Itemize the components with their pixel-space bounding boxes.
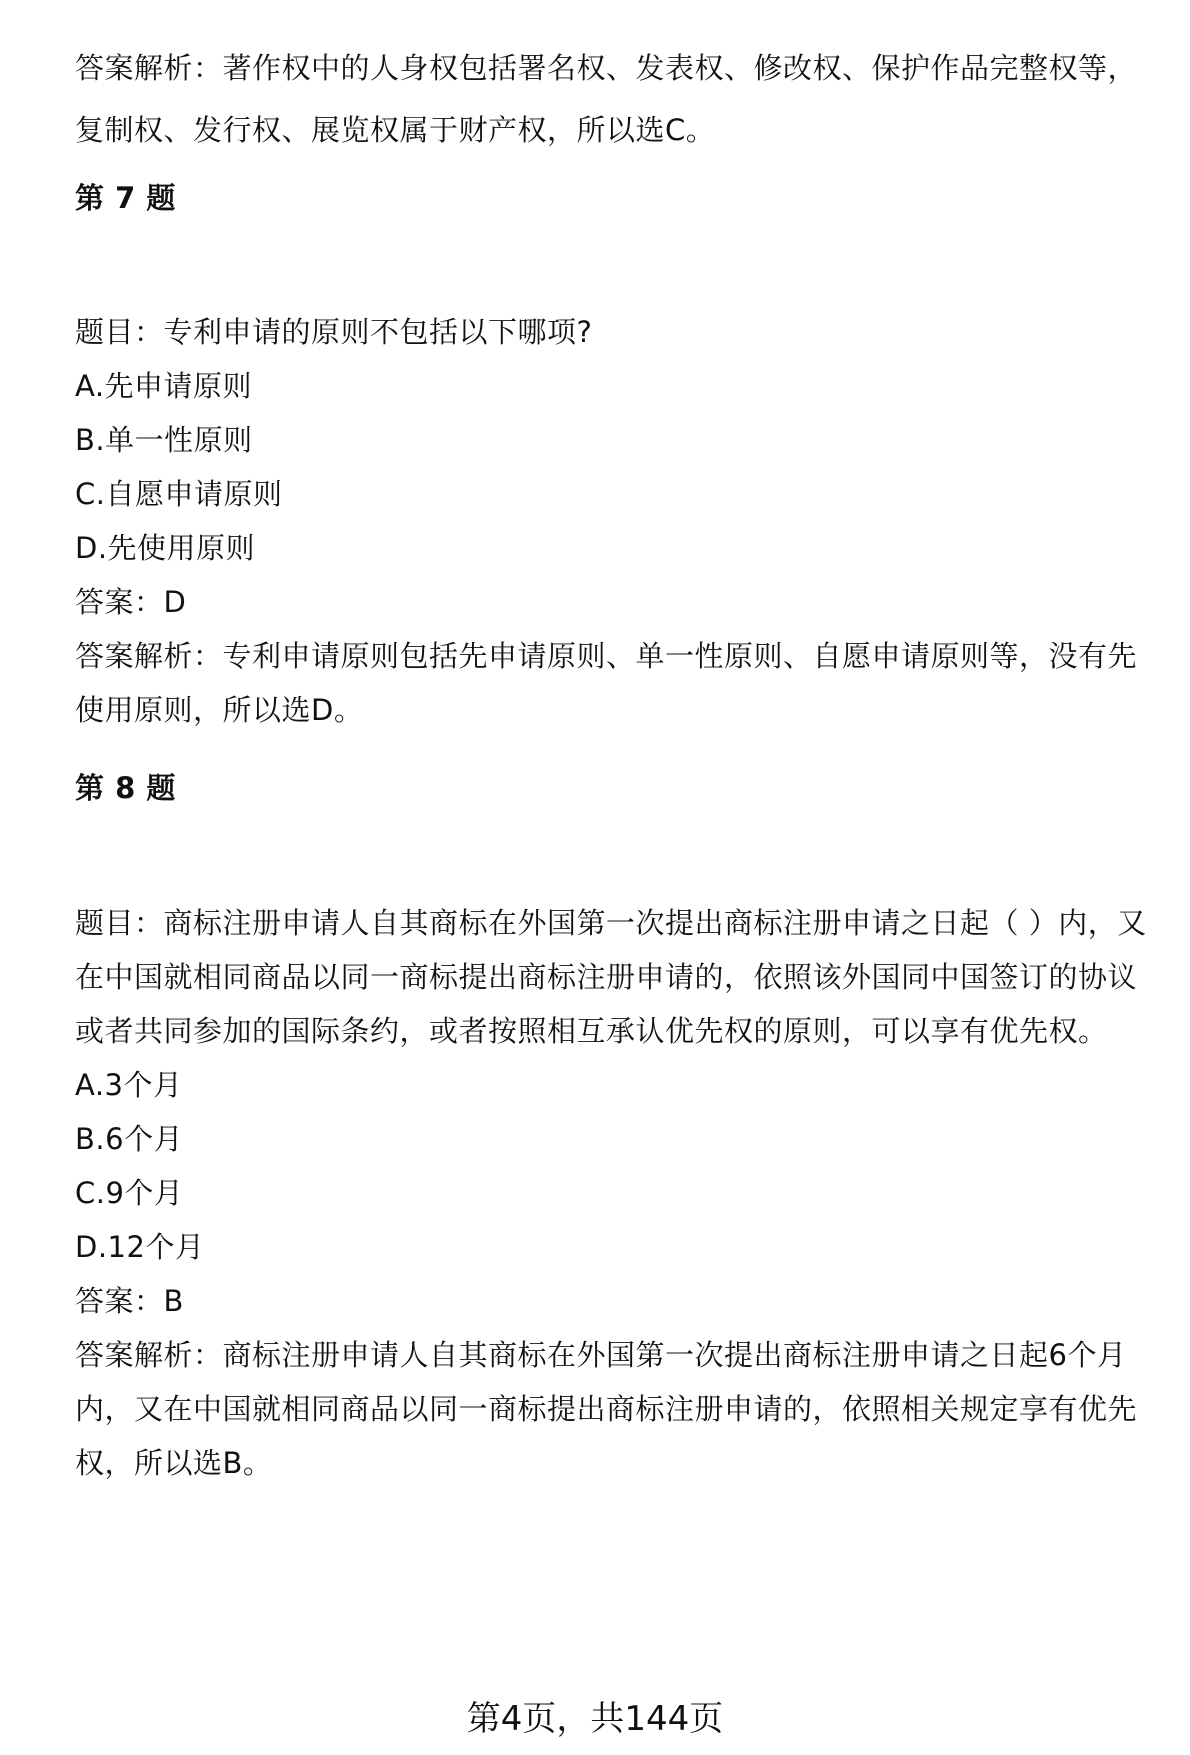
question-7-explanation-line-2: 使用原则，所以选D。 <box>75 693 364 727</box>
question-7-text: 题目：专利申请的原则不包括以下哪项? <box>75 315 593 349</box>
question-8-answer: 答案：B <box>75 1284 184 1318</box>
question-8-explanation-line-2: 内，又在中国就相同商品以同一商标提出商标注册申请的，依照相关规定享有优先 <box>75 1392 1138 1426</box>
question-8-option-d: D.12个月 <box>75 1230 205 1264</box>
question-8-explanation-line-3: 权，所以选B。 <box>75 1446 273 1480</box>
question-8-option-a: A.3个月 <box>75 1068 183 1102</box>
question-8-text-line-2: 在中国就相同商品以同一商标提出商标注册申请的，依照该外国同中国签订的协议 <box>75 960 1138 994</box>
question-8-option-b: B.6个月 <box>75 1122 184 1156</box>
question-8-heading: 第 8 题 <box>75 771 176 805</box>
question-7-explanation-line-1: 答案解析：专利申请原则包括先申请原则、单一性原则、自愿申请原则等，没有先 <box>75 639 1138 673</box>
question-8-explanation-line-1: 答案解析：商标注册申请人自其商标在外国第一次提出商标注册申请之日起6个月 <box>75 1338 1127 1372</box>
prev-explanation-line-2: 复制权、发行权、展览权属于财产权，所以选C。 <box>75 113 716 147</box>
question-8-text-line-1: 题目：商标注册申请人自其商标在外国第一次提出商标注册申请之日起（ ）内，又 <box>75 906 1147 940</box>
question-8-option-c: C.9个月 <box>75 1176 184 1210</box>
page-number-footer: 第4页，共144页 <box>466 1699 724 1739</box>
question-8-text-line-3: 或者共同参加的国际条约，或者按照相互承认优先权的原则，可以享有优先权。 <box>75 1014 1108 1048</box>
question-7-option-b: B.单一性原则 <box>75 423 253 457</box>
question-7-option-a: A.先申请原则 <box>75 369 253 403</box>
question-7-heading: 第 7 题 <box>75 181 176 215</box>
question-7-option-c: C.自愿申请原则 <box>75 477 283 511</box>
prev-explanation-line-1: 答案解析：著作权中的人身权包括署名权、发表权、修改权、保护作品完整权等， <box>75 51 1138 85</box>
question-7-option-d: D.先使用原则 <box>75 531 256 565</box>
question-7-answer: 答案：D <box>75 585 187 619</box>
